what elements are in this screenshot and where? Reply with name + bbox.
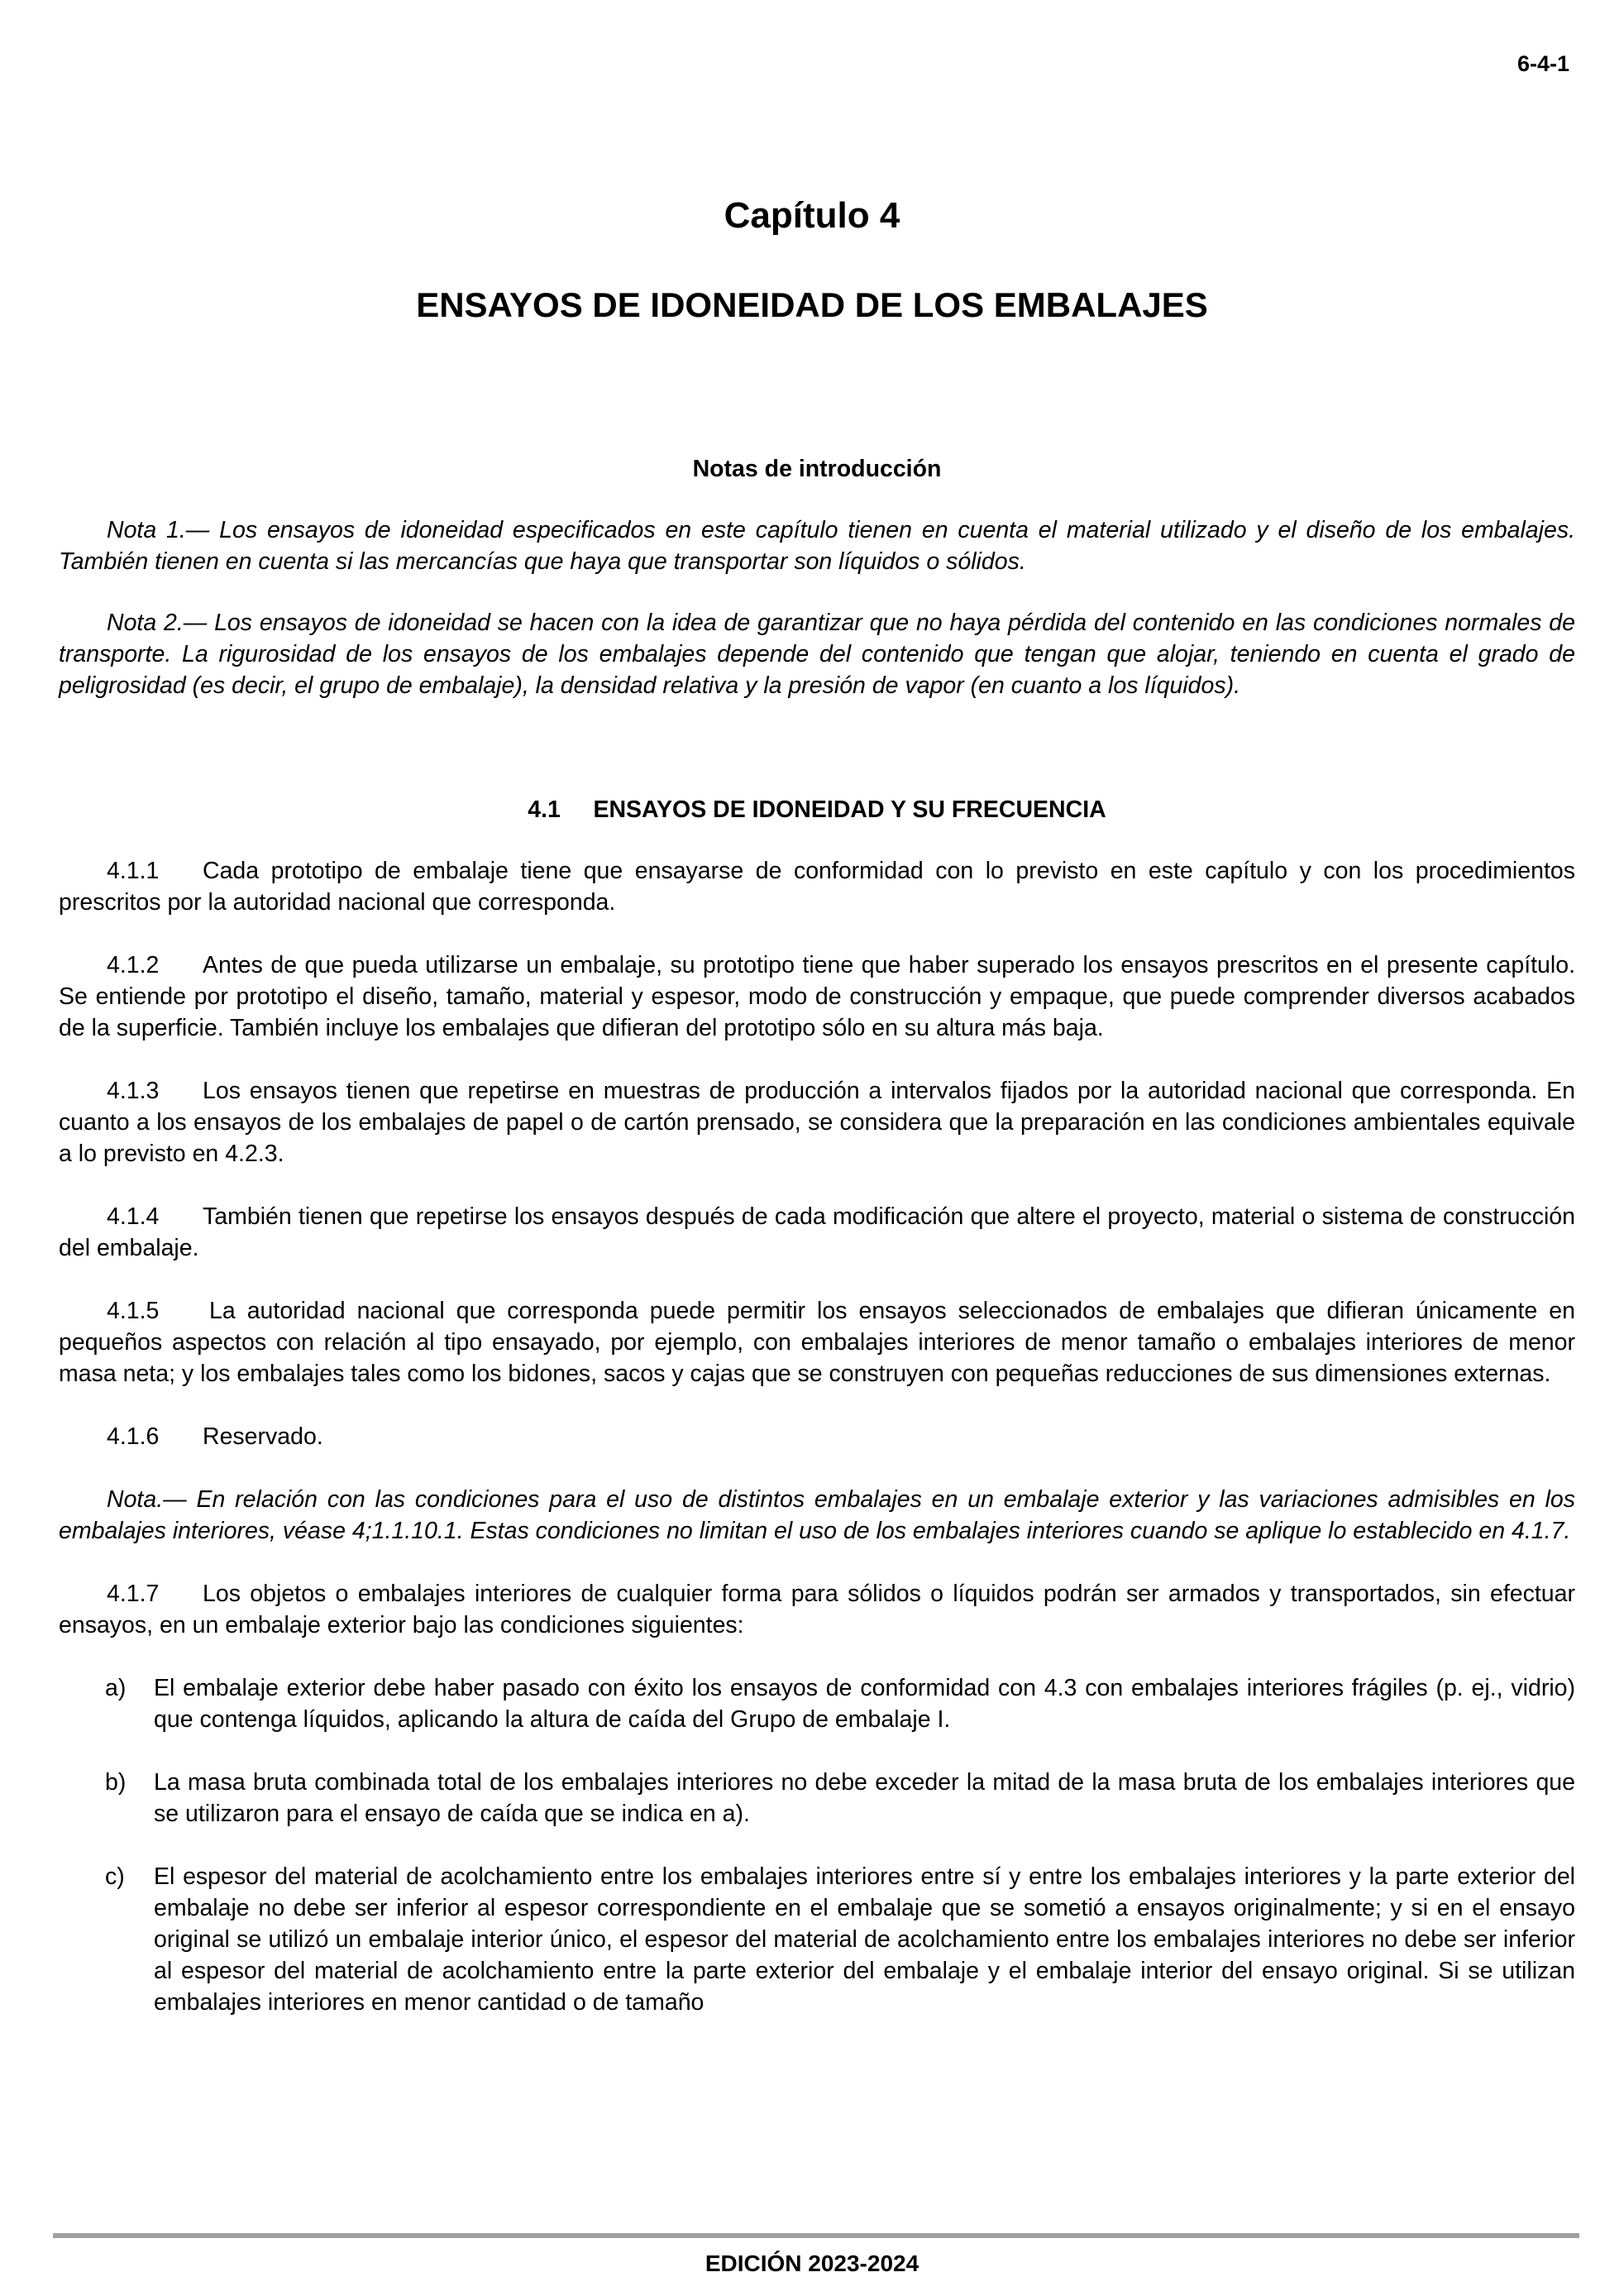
paragraph-number: 4.1.7 (107, 1581, 160, 1607)
paragraph-4-1-6 (59, 1421, 1575, 1452)
paragraph-4-1-2 (59, 949, 1575, 1044)
list-item-a (59, 1672, 1575, 1735)
paragraph-number: 4.1.6 (107, 1423, 160, 1450)
list-text: El espesor del material de acolchamiento entre los embalajes interiores entre sí y entre los embalajes interiores y la parte exterior del embalaje no debe ser inferior al espesor correspondiente en el embalaje que se sometió a ensayos originalmente; y si en el ensayo original se utilizó un embalaje interior único, el espesor del material de acolchamiento entre los embalajes interiores no debe ser inferior al espesor del material de acolchamiento entre la parte exterior del embalaje y el embalaje interior del ensayo original. Si se utilizan embalajes interiores en menor cantidad o de tamaño (154, 1863, 1575, 2016)
paragraph-4-1-1 (59, 855, 1575, 918)
paragraph-4-1-3 (59, 1075, 1575, 1170)
list-marker: c) (105, 1863, 125, 1890)
paragraph-text: Antes de que pueda utilizarse un embalaje, su prototipo tiene que haber superado los ensayos prescritos en el presente capítulo. Se entiende por prototipo el diseño, tamaño, material y espesor, modo de construcción y empaque, que puede comprender diversos acabados de la superficie. También incluye los embalajes que difieran del prototipo sólo en su altura más baja. (59, 952, 1575, 1041)
paragraph-number: 4.1.3 (107, 1078, 160, 1104)
list-text: La masa bruta combinada total de los embalajes interiores no debe exceder la mitad de la masa bruta de los embalajes interiores que se utilizaron para el ensayo de caída que se indica en a). (154, 1769, 1575, 1827)
paragraph-4-1-5 (59, 1295, 1575, 1390)
footer-divider (53, 2233, 1579, 2238)
paragraph-text: La autoridad nacional que corresponda puede permitir los ensayos seleccionados de embalajes que difieran únicamente en pequeños aspectos con relación al tipo ensayado, por ejemplo, con embalajes interiores de menor tamaño o embalajes interiores de menor masa neta; y los embalajes tales como los bidones, sacos y cajas que se construyen con pequeñas reducciones de sus dimensiones externas. (59, 1298, 1575, 1387)
paragraph-number: 4.1.4 (107, 1203, 160, 1230)
paragraph-text: También tienen que repetirse los ensayos después de cada modificación que altere el proyecto, material o sistema de construcción del embalaje. (59, 1203, 1575, 1261)
paragraph-text: Reservado. (203, 1423, 323, 1450)
paragraph-number: 4.1.5 (107, 1298, 160, 1324)
section-note: Nota.— En relación con las condiciones para el uso de distintos embalajes en un embalaje exterior y las variaciones admisibles en los embalajes interiores, véase 4;1.1.10.1. Estas condiciones no limitan el uso de los embalajes interiores cuando se aplique lo establecido en 4.1.7. (59, 1486, 1575, 1544)
list-marker: a) (105, 1675, 127, 1701)
intro-heading: Notas de introducción (692, 456, 942, 482)
paragraph-text: Los objetos o embalajes interiores de cualquier forma para sólidos o líquidos podrán ser armados y transportados, sin efectuar ensayos, en un embalaje exterior bajo las condiciones siguientes: (59, 1581, 1575, 1638)
paragraph-text: Los ensayos tienen que repetirse en muestras de producción a intervalos fijados por la autoridad nacional que corresponda. En cuanto a los ensayos de los embalajes de papel o de cartón prensado, se considera que la preparación en las condiciones ambientales equivale a lo previsto en 4.2.3. (59, 1078, 1575, 1167)
list-text: El embalaje exterior debe haber pasado con éxito los ensayos de conformidad con 4.3 con embalajes interiores frágiles (p. ej., vidrio) que contenga líquidos, aplicando la altura de caída del Grupo de embalaje I. (154, 1675, 1575, 1733)
list-marker: b) (105, 1769, 127, 1796)
paragraph-4-1-4 (59, 1201, 1575, 1264)
intro-note-2: Nota 2.— Los ensayos de idoneidad se hacen con la idea de garantizar que no haya pérdida del contenido en las condiciones normales de transporte. La rigurosidad de los ensayos de los embalajes depende del contenido que tengan que alojar, teniendo en cuenta el grado de peligrosidad (es decir, el grupo de embalaje), la densidad relativa y la presión de vapor (en cuanto a los líquidos). (59, 610, 1575, 699)
edition-footer: EDICIÓN 2023-2024 (705, 2251, 919, 2276)
section-heading: 4.1 ENSAYOS DE IDONEIDAD Y SU FRECUENCIA (528, 796, 1106, 823)
chapter-subtitle: ENSAYOS DE IDONEIDAD DE LOS EMBALAJES (416, 285, 1208, 324)
page-number: 6-4-1 (1517, 51, 1569, 76)
intro-note-1: Nota 1.— Los ensayos de idoneidad especificados en este capítulo tienen en cuenta el material utilizado y el diseño de los embalajes. También tienen en cuenta si las mercancías que haya que transportar son líquidos o sólidos. (59, 517, 1575, 575)
document-body (59, 453, 1575, 2018)
paragraph-text: Cada prototipo de embalaje tiene que ensayarse de conformidad con lo previsto en este capítulo y con los procedimientos prescritos por la autoridad nacional que corresponda. (59, 858, 1575, 916)
paragraph-number: 4.1.2 (107, 952, 160, 978)
paragraph-4-1-7 (59, 1578, 1575, 1641)
list-item-c (59, 1861, 1575, 2018)
paragraph-number: 4.1.1 (107, 858, 160, 884)
list-item-b (59, 1767, 1575, 1830)
chapter-title: Capítulo 4 (724, 195, 900, 236)
